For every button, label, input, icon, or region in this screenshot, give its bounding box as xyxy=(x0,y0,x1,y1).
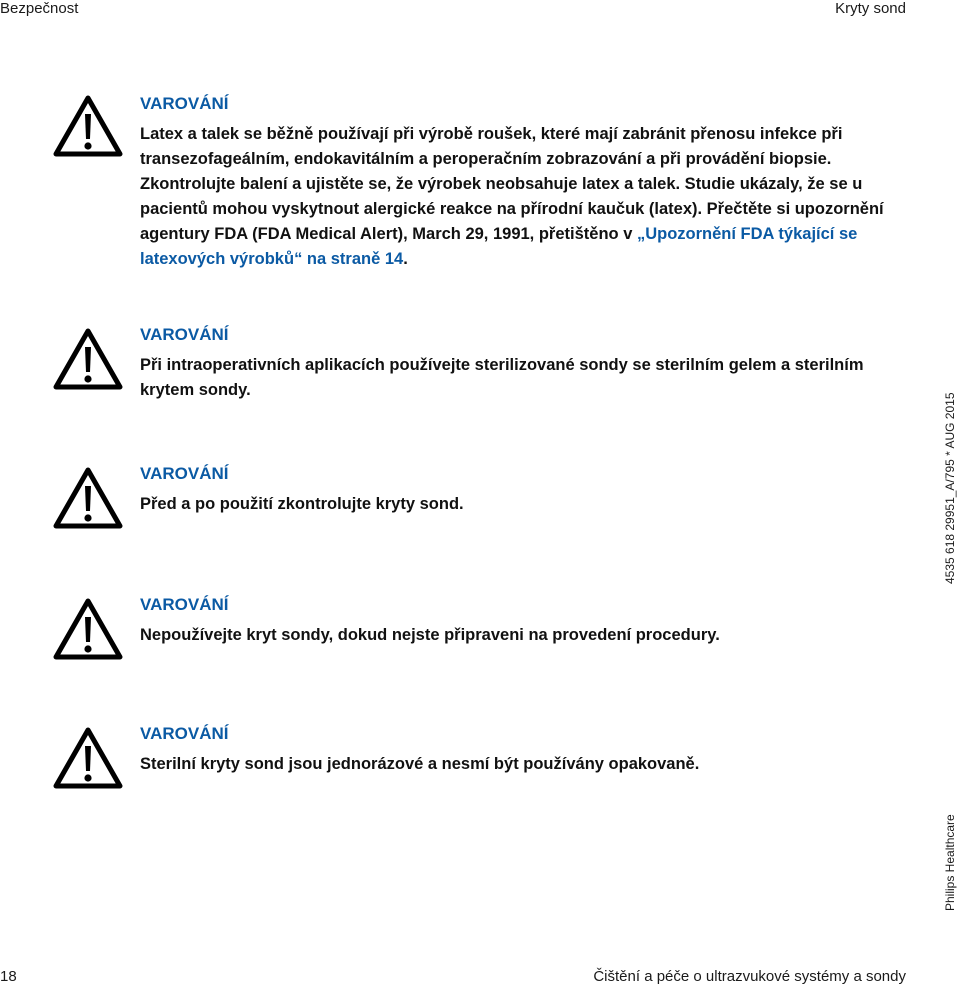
warning-text-main: Latex a talek se běžně používají při výrobě roušek, které mají zabránit přenosu infekce při transezofageálním, endokavitálním a peroperačním zobrazování a při provádění biopsie. Zkontrolujte balení a ujistěte se, že výrobek neobsahuje latex a talek. Studie ukázaly, že se u pacientů mohou vyskytnout alergické reakce na přírodní kaučuk (latex). Přečtěte si upozornění agentury FDA (FDA Medical Alert), March 29, 1991, přetištěno v xyxy=(140,125,884,243)
warning-triangle-icon xyxy=(52,327,124,391)
company-name: Philips Healthcare xyxy=(943,814,957,911)
warning-text: Sterilní kryty sond jsou jednorázové a nesmí být používány opakovaně. xyxy=(140,755,700,773)
warning-title: VAROVÁNÍ xyxy=(140,724,229,743)
warning-title: VAROVÁNÍ xyxy=(140,325,229,344)
document-number: 4535 618 29951_A/795 * AUG 2015 xyxy=(943,392,957,584)
warning-text-end: . xyxy=(403,250,408,268)
warning-triangle-icon xyxy=(52,94,124,158)
fda-latex-notice-link[interactable]: „Upozornění FDA týkající se latexových výrobků“ na straně 14 xyxy=(140,225,858,268)
warning-text: Při intraoperativních aplikacích používejte sterilizované sondy se sterilním gelem a sterilním krytem sondy. xyxy=(140,356,864,399)
warning-triangle-icon xyxy=(52,466,124,530)
warning-text: Nepoužívejte kryt sondy, dokud nejste připraveni na provedení procedury. xyxy=(140,626,720,644)
warning-body xyxy=(140,462,900,517)
warning-text: Před a po použití zkontrolujte kryty sond. xyxy=(140,495,464,513)
warning-triangle-icon xyxy=(52,726,124,790)
warning-title: VAROVÁNÍ xyxy=(140,595,229,614)
warning-body xyxy=(140,722,900,777)
warning-body xyxy=(140,92,900,272)
page-number: 18 xyxy=(0,968,17,985)
running-header-section: Bezpečnost xyxy=(0,0,79,17)
warning-text xyxy=(140,122,900,272)
warning-title: VAROVÁNÍ xyxy=(140,94,229,113)
warning-body xyxy=(140,593,900,648)
warning-title: VAROVÁNÍ xyxy=(140,464,229,483)
running-header-chapter: Kryty sond xyxy=(835,0,906,17)
footer-title: Čištění a péče o ultrazvukové systémy a sondy xyxy=(593,968,906,985)
warning-triangle-icon xyxy=(52,597,124,661)
warning-body xyxy=(140,323,900,403)
